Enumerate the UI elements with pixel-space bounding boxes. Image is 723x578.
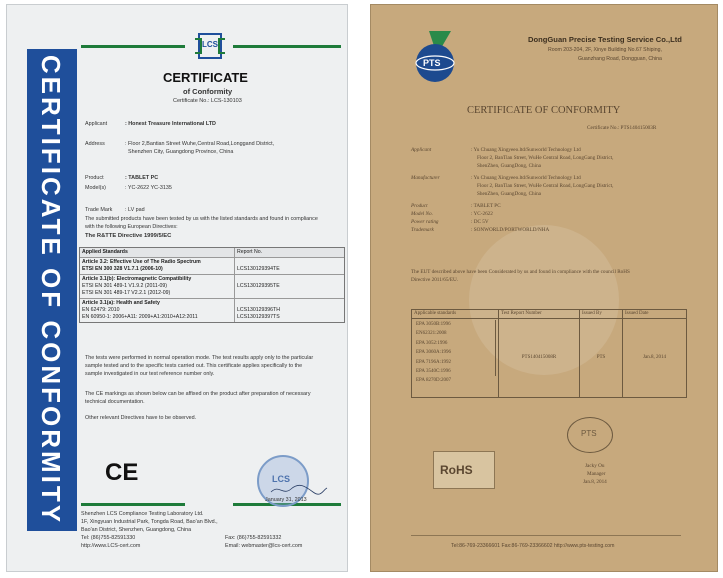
applicant-line2: Floor 2, BanTian Street, WuHe Central Road, LongGang District,: [477, 155, 614, 161]
row1-report: LCS130129394TE: [237, 266, 280, 272]
footer-line: [411, 535, 681, 536]
footer-address-2: Bao'an District, Shenzhen, Guangdong, China: [81, 527, 192, 533]
product-label: Product: [85, 175, 104, 181]
applicant-line3: ShenZhen, GuangDong, China: [477, 163, 541, 169]
footer-address-1: 1F, Xingyuan Industrial Park, Tongda Road, Bao'an Blvd.,: [81, 519, 218, 525]
pts-address-1: Room 203-204, 2F, Xinye Building No.67 Shiping,: [548, 47, 662, 53]
pts-title: CERTIFICATE OF CONFORMITY: [467, 105, 621, 116]
footer-lab: Shenzhen LCS Compliance Testing Laboratory Ltd.: [81, 511, 204, 517]
manufacturer-line2: Floor 2, BanTian Street, WuHe Central Road, LongGang District,: [477, 183, 614, 189]
table-header-row: [80, 248, 344, 258]
table-header-standards: Applied Standards: [80, 248, 235, 257]
lcs-logo: [191, 31, 229, 61]
standards-list: [412, 319, 499, 397]
pts-cert-number: Certificate No.: PTS140415003R: [587, 125, 657, 131]
manufacturer-line3: ShenZhen, GuangDong, China: [477, 191, 541, 197]
standard-item: EN62321:2008: [414, 329, 496, 338]
power-label: Power rating: [411, 219, 439, 225]
models-label: Model(s): [85, 185, 106, 191]
row2-line3: ETSI EN 301 489-17 V2.2.1 (2012-09): [82, 290, 171, 296]
cert-number: Certificate No.: LCS-130103: [173, 98, 242, 104]
footer-line-left: [81, 503, 185, 506]
product-value: : TABLET PC: [125, 175, 159, 181]
manufacturer-line1: : Yu Chuang Xingyeeo.ltd/Sunworld Technology Ltd: [471, 175, 581, 181]
issued-by-text: PTS: [596, 355, 606, 361]
pts-certificate: [370, 4, 718, 572]
trademark-value: : LV pad: [125, 207, 145, 213]
pts-stamp: [567, 417, 613, 453]
signer-name: Jacky Ou: [585, 463, 605, 469]
para3: Other relevant Directives have to be observed.: [85, 415, 197, 421]
compliance-text-2: Directive 2011/65/EU.: [411, 277, 459, 283]
rohs-logo: [433, 451, 495, 489]
th-issued-date: Issued Date: [625, 311, 649, 316]
row3-line2: EN 62479: 2010: [82, 307, 120, 313]
footer-web: http://www.LCS-cert.com: [81, 543, 141, 549]
applicant-value: : Honest Treasure International LTD: [125, 121, 216, 127]
pts-address-2: Guanzhang Road, Dongguan, China: [578, 56, 662, 62]
para1-line3: sample investigated in our test reference number only.: [85, 371, 215, 377]
footer-email: Email: webmaster@lcs-cert.com: [225, 543, 303, 549]
standard-item: EPA 8270D:2007: [416, 378, 451, 384]
cert-subtitle: of Conformity: [183, 87, 233, 96]
table-row: [80, 299, 344, 322]
row1-line2: ETSI EN 300 328 V1.7.1 (2006-10): [82, 266, 163, 272]
applicant-label: Applicant: [85, 121, 108, 127]
signature: [269, 483, 329, 495]
standard-item: EPA 7196A:1992: [414, 358, 496, 367]
pts-footer: Tel:86-769-23366601 Fax:86-769-23366602 http://www.pts-testing.com: [451, 543, 615, 549]
table-cell-standard: [80, 258, 235, 274]
th-issued-by: Issued By: [580, 310, 623, 318]
pts-logo: [411, 27, 463, 85]
footer-fax: Fax: (86)755-82591332: [225, 535, 282, 541]
para2-line1: The CE markings as shown below can be affixed on the product after preparation of necessary: [85, 391, 311, 397]
directive-name: The R&TTE Directive 1999/5/EC: [85, 233, 172, 239]
para1-line1: The tests were performed in normal operation mode. The test results apply only to the particular: [85, 355, 314, 361]
table-row: [80, 275, 344, 299]
signer-title: Manager: [587, 471, 606, 477]
table-cell-report: [235, 299, 344, 322]
compliance-text-1: The EUT described above have been Considerated by us and found in compliance with the council RoHS: [411, 269, 630, 275]
manufacturer-label: Manufacturer: [411, 175, 440, 181]
sign-date: January 31, 2013: [265, 497, 307, 503]
issued-date-text: Jan.8, 2014: [643, 355, 666, 361]
models-value: : YC-2622 YC-3135: [125, 185, 172, 191]
row2-report: LCS130129395TE: [237, 283, 280, 289]
table-cell-standard: [80, 275, 235, 298]
cert-title: CERTIFICATE: [163, 70, 248, 85]
row1-line1: Article 3.2: Effective Use of The Radio Spectrum: [82, 259, 201, 265]
intro-line-2: with the following European Directives:: [85, 224, 178, 230]
power-value: : DC 5V: [471, 219, 489, 225]
row2-line2: ETSI EN 301 489-1 V1.9.2 (2011-09): [82, 283, 167, 289]
pts-company: DongGuan Precise Testing Service Co.,Ltd: [528, 35, 682, 44]
para1-line2: sample tested and to the specific tests carried out. This certificate applies specifically to the: [85, 363, 303, 369]
address-label: Address: [85, 141, 105, 147]
header-line-left: [81, 45, 185, 48]
standard-item: EPA 3060A:1996: [414, 348, 496, 357]
pts-stamp-text: PTS: [581, 429, 597, 438]
lcs-logo-text: LCS: [202, 40, 218, 49]
model-label: Model No.: [411, 211, 433, 217]
sign-date: Jan.8, 2014: [583, 479, 607, 485]
table-cell-standard: [80, 299, 235, 322]
header-line-right: [233, 45, 341, 48]
table-cell-report: [235, 275, 344, 298]
ce-mark: CE: [105, 459, 139, 486]
rohs-table: [411, 309, 687, 398]
footer-tel: Tel: (86)755-82591330: [81, 535, 136, 541]
standard-item: EPA 3052:1996: [414, 339, 496, 348]
trademark-value: : SONWORLD/PORTWORLD/NHA: [471, 227, 550, 233]
lcs-stamp-text: LCS: [272, 474, 290, 484]
table-row: [412, 319, 686, 397]
address-value-1: : Floor 2,Bantian Street Wuhe,Central Road,Longgand District,: [125, 141, 275, 147]
address-value-2: Shenzhen City, Guangdong Province, China: [128, 149, 234, 155]
th-standards: Applicable standards: [412, 310, 499, 318]
issued-by: [580, 319, 623, 397]
rohs-logo-text: RoHS: [440, 463, 473, 477]
standard-item: EPA 3540C:1996: [414, 367, 496, 376]
applicant-label: Applicant: [411, 147, 432, 153]
th-report: Test Report Number: [499, 310, 580, 318]
row3-line1: Article 3.1(a): Health and Safety: [82, 300, 160, 306]
product-value: : TABLET PC: [471, 203, 501, 209]
row2-line1: Article 3.1(b): Electromagnetic Compatibility: [82, 276, 192, 282]
table-header-report: Report No.: [237, 249, 263, 255]
table-cell-report: [235, 258, 344, 274]
trademark-label: Trade Mark: [85, 207, 113, 213]
row3-line3: EN 60950-1: 2006+A11: 2009+A1:2010+A12:2011: [82, 314, 198, 320]
report-number: [499, 319, 580, 397]
row3-report: LCS130129396TH LCS130129397TS: [237, 307, 280, 320]
para2-line2: technical documentation.: [85, 399, 145, 405]
lcs-certificate: [6, 4, 348, 572]
applicant-line1: : Yu Chuang Xingyeeo.ltd/Sunworld Technology Ltd: [471, 147, 581, 153]
standard-item: EPA 3050B:1996: [414, 320, 496, 329]
table-row: [80, 258, 344, 275]
report-number-text: PTS140415008R: [521, 355, 557, 361]
rohs-table-header: [412, 310, 686, 319]
band-text: CERTIFICATE OF CONFORMITY: [36, 54, 66, 526]
standards-table: [79, 247, 345, 323]
model-value: : YC-2622: [471, 211, 493, 217]
product-label: Product: [411, 203, 428, 209]
issued-date: [623, 319, 686, 397]
trademark-label: Trademark: [411, 227, 434, 233]
intro-line-1: The submitted products have been tested by us with the listed standards and found in compliance: [85, 216, 318, 222]
pts-logo-text: PTS: [423, 58, 441, 68]
